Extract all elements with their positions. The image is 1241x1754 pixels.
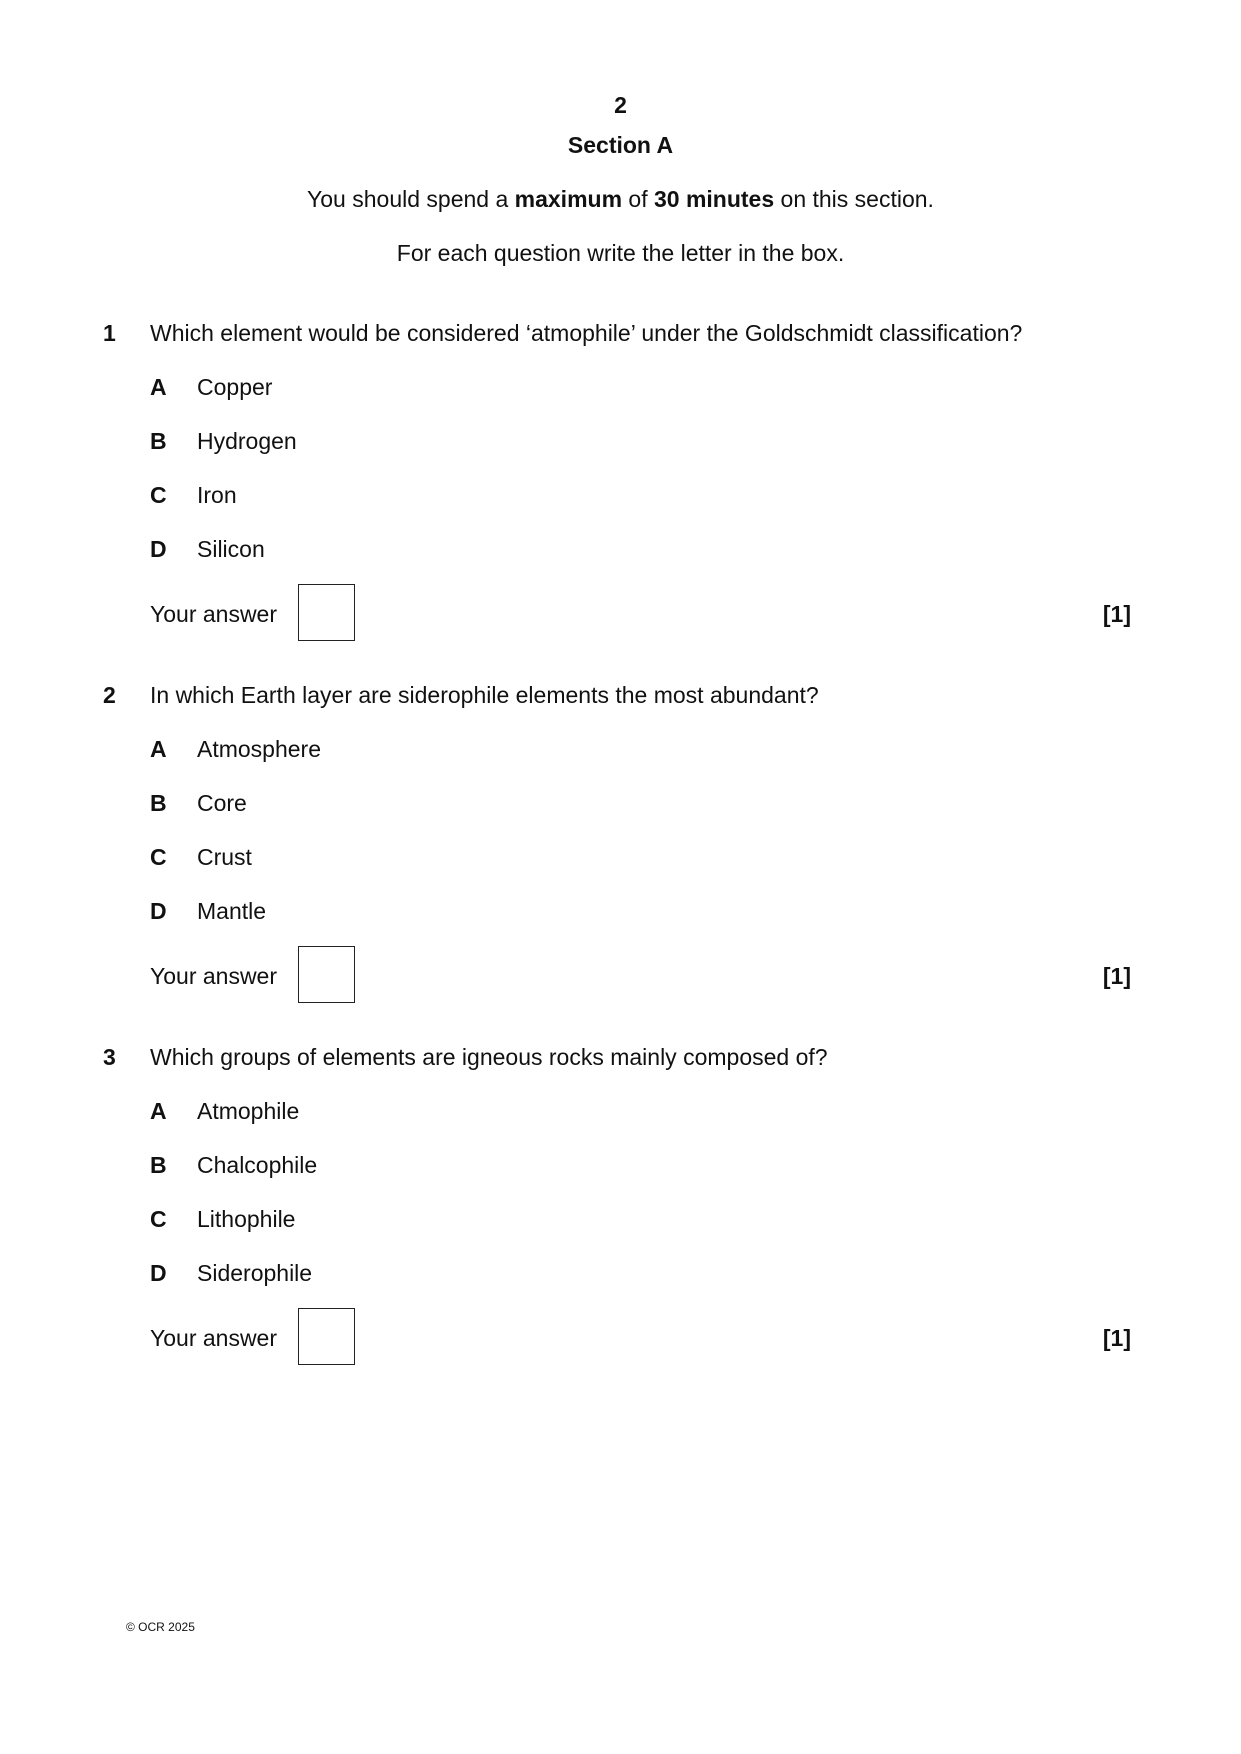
question-number: 2 xyxy=(103,682,116,708)
option-text: Chalcophile xyxy=(197,1152,318,1178)
time-instruction-part: of xyxy=(622,186,654,212)
option-letter: C xyxy=(150,844,167,870)
marks-label: [1] xyxy=(1102,963,1131,989)
your-answer-label: Your answer xyxy=(150,963,278,989)
answer-box[interactable] xyxy=(298,946,355,1003)
time-instruction-emphasis: 30 minutes xyxy=(653,186,775,212)
section-title: Section A xyxy=(567,132,674,158)
option-text: Iron xyxy=(197,482,237,508)
option-letter: B xyxy=(150,790,167,816)
time-instruction-part: on this section. xyxy=(774,186,934,212)
option-letter: A xyxy=(150,736,167,762)
copyright-notice: © OCR 2025 xyxy=(126,1620,195,1634)
option-text: Core xyxy=(197,790,247,816)
option-letter: D xyxy=(150,1260,167,1286)
option-letter: D xyxy=(150,898,167,924)
option-letter: B xyxy=(150,1152,167,1178)
answer-box[interactable] xyxy=(298,584,355,641)
option-text: Lithophile xyxy=(197,1206,296,1232)
option-text: Silicon xyxy=(197,536,265,562)
time-instruction-part: You should spend a xyxy=(307,186,515,212)
your-answer-label: Your answer xyxy=(150,601,278,627)
question-number: 3 xyxy=(103,1044,116,1070)
your-answer-label: Your answer xyxy=(150,1325,278,1351)
question-text: In which Earth layer are siderophile elements the most abundant? xyxy=(150,682,819,708)
option-letter: C xyxy=(150,1206,167,1232)
option-text: Crust xyxy=(197,844,252,870)
option-letter: D xyxy=(150,536,167,562)
marks-label: [1] xyxy=(1102,601,1131,627)
question-number: 1 xyxy=(103,320,116,346)
marks-label: [1] xyxy=(1102,1325,1131,1351)
option-letter: A xyxy=(150,1098,167,1124)
option-text: Atmophile xyxy=(197,1098,300,1124)
time-instruction-emphasis: maximum xyxy=(514,186,623,212)
option-text: Siderophile xyxy=(197,1260,313,1286)
option-text: Copper xyxy=(197,374,273,400)
answer-box[interactable] xyxy=(298,1308,355,1365)
time-instruction xyxy=(0,186,1241,213)
option-text: Hydrogen xyxy=(197,428,297,454)
box-instruction: For each question write the letter in the box. xyxy=(396,240,845,266)
option-letter: C xyxy=(150,482,167,508)
page-number: 2 xyxy=(614,92,627,118)
question-text: Which groups of elements are igneous rocks mainly composed of? xyxy=(150,1044,828,1070)
question-text: Which element would be considered ‘atmophile’ under the Goldschmidt classification? xyxy=(150,320,1023,346)
option-text: Atmosphere xyxy=(197,736,322,762)
option-text: Mantle xyxy=(197,898,267,924)
option-letter: B xyxy=(150,428,167,454)
option-letter: A xyxy=(150,374,167,400)
